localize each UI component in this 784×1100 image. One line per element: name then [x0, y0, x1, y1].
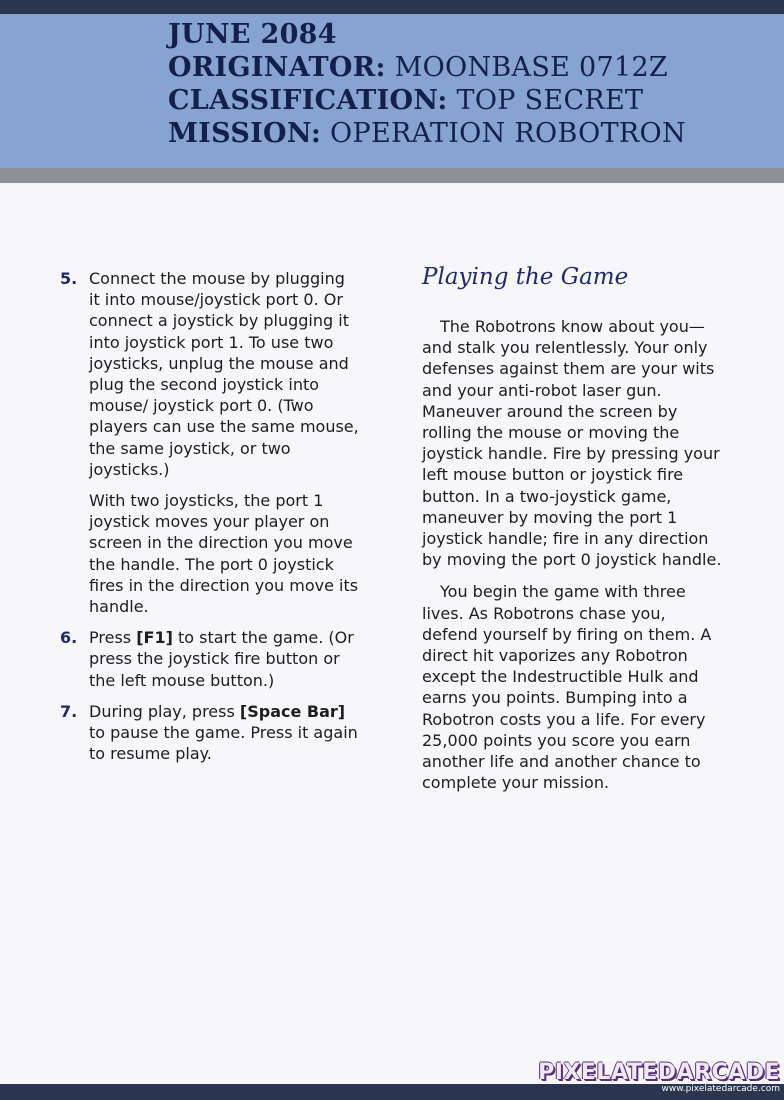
top-dark-strip [0, 0, 784, 14]
list-number: 7. [60, 701, 78, 721]
classification-value: TOP SECRET [456, 85, 644, 116]
header-date-line [168, 18, 337, 52]
mission-label: MISSION: [168, 118, 322, 149]
text-fragment: During play, press [89, 701, 240, 721]
section-title: Playing the Game [422, 264, 629, 290]
text-fragment: to start the game. (Or press the joystick fire button or the left mouse button.) [89, 628, 354, 690]
list-item-text [89, 627, 360, 691]
list-number: 5. [60, 269, 78, 288]
key-f1: [F1] [136, 628, 173, 648]
watermark-url: www.pixelatedarcade.com [661, 1084, 780, 1094]
gameplay-column [422, 262, 722, 804]
body-paragraph-1: The Robotrons know about you—and stalk you relentlessly. Your only defenses against them are your wits and your anti-robot laser gun. Maneuver around the screen by rolling the mouse or moving the joystick handle. Fire by pressing your left mouse button or joystick fire button. In a two-joystick game, maneuver by moving the port 1 joystick handle; fire in any direction by moving the port 0 joystick handle. [422, 317, 722, 570]
mission-value: OPERATION ROBOTRON [330, 118, 686, 149]
header-mission-line [168, 117, 686, 151]
text-fragment: Press [89, 628, 137, 648]
memo-header [0, 14, 784, 168]
list-item-7 [60, 701, 360, 765]
watermark-logo: PIXELATEDARCADE [538, 1060, 780, 1085]
header-classification-line [168, 84, 643, 118]
list-item-text: Connect the mouse by plugging it into mouse/joystick port 0. Or connect a joystick by plugging it into joystick port 1. To use two joysticks, unplug the mouse and plug the second joystick into mouse/ joystick port 0. (Two players can use the same mouse, the same joystick, or two joysticks.) [89, 269, 359, 479]
watermark [538, 1062, 780, 1095]
header-originator-line [168, 51, 668, 85]
text-fragment: to pause the game. Press it again to resume play. [89, 723, 358, 764]
originator-label: ORIGINATOR: [168, 52, 386, 83]
list-item-continuation: With two joysticks, the port 1 joystick moves your player on screen in the direction you move the handle. The port 0 joystick fires in the direction you move its handle. [89, 491, 359, 617]
originator-value: MOONBASE 0712Z [394, 52, 668, 83]
list-item-text [89, 701, 360, 765]
list-item-6 [60, 627, 360, 691]
list-item-5 [60, 268, 360, 617]
body-paragraph-2: You begin the game with three lives. As Robotrons chase you, defend yourself by firing on them. A direct hit vaporizes any Robotron except the Indestructible Hulk and earns you points. Bumping into a Robotron costs you a life. For every 25,000 points you score you earn another life and another chance to complete your mission. [422, 582, 712, 793]
header-divider-band [0, 168, 784, 183]
list-number: 6. [60, 628, 78, 648]
classification-label: CLASSIFICATION: [168, 85, 448, 116]
key-space-bar: [Space Bar] [239, 701, 346, 721]
header-date: JUNE 2084 [168, 19, 337, 50]
instructions-column [60, 268, 360, 774]
